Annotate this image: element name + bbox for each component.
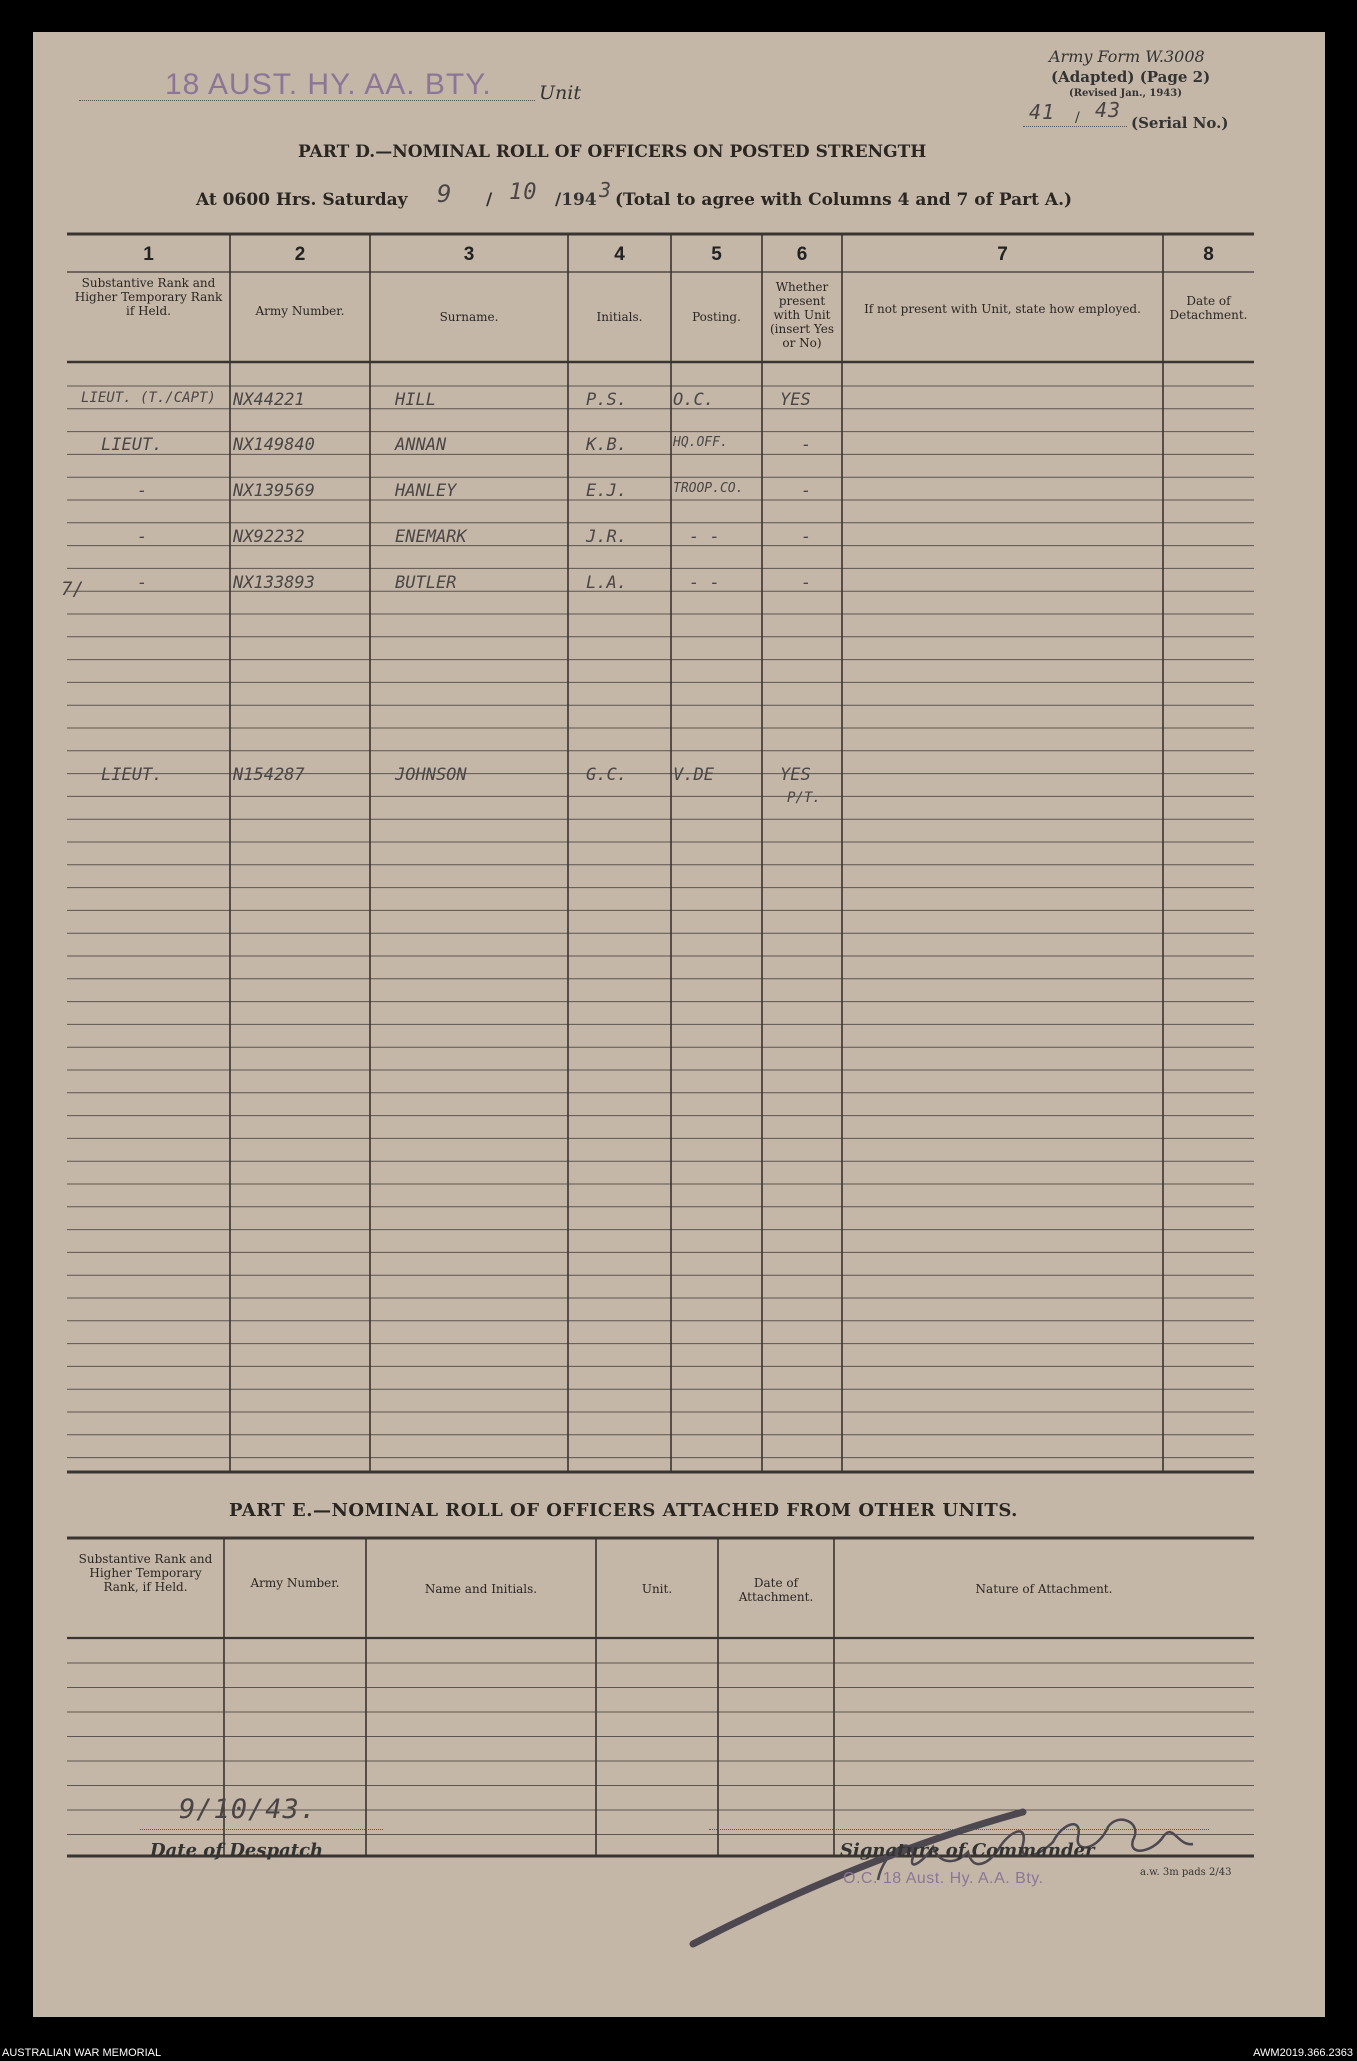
row-6-number: N154287	[233, 765, 305, 785]
column-number-8: 8	[1203, 244, 1214, 265]
despatch-label: Date of Despatch	[150, 1840, 324, 1861]
ruled-grid	[33, 32, 1325, 2017]
row-4-rank: -	[137, 527, 148, 547]
archive-credit: AUSTRALIAN WAR MEMORIAL	[2, 2047, 162, 2059]
serial-sep: /	[1075, 110, 1080, 126]
row-2-present: -	[801, 435, 812, 455]
row-1-initials: P.S.	[586, 390, 627, 410]
attach-header-5: Date of Attachment.	[738, 1576, 814, 1604]
despatch-line	[140, 1829, 383, 1830]
column-header-3: Surname.	[439, 310, 499, 324]
row-6-posting: V.DE	[673, 765, 714, 785]
form-page	[33, 32, 1325, 2017]
row-4-posting: - -	[689, 527, 720, 547]
row-2-initials: K.B.	[586, 435, 627, 455]
column-header-4: Initials.	[596, 310, 643, 324]
row-4-number: NX92232	[233, 527, 305, 547]
unit-label: Unit	[539, 82, 581, 104]
row-3-surname: HANLEY	[395, 481, 457, 501]
signature-label: Signature of Commander	[840, 1840, 1095, 1861]
row-1-present: YES	[780, 390, 811, 410]
serial-label: (Serial No.)	[1131, 114, 1229, 132]
attach-header-3: Name and Initials.	[424, 1582, 538, 1596]
row-5-number: NX133893	[233, 573, 315, 593]
part-d-title: PART D.—NOMINAL ROLL OF OFFICERS ON POSTED STRENGTH	[298, 142, 927, 162]
part-d-month: 10	[509, 180, 538, 205]
row-1-rank: LIEUT. (T./CAPT)	[81, 390, 216, 406]
part-e-title: PART E.—NOMINAL ROLL OF OFFICERS ATTACHED FROM OTHER UNITS.	[229, 1500, 1018, 1521]
column-number-7: 7	[997, 244, 1008, 265]
row-2-surname: ANNAN	[395, 435, 447, 455]
part-d-year-digit: 3	[599, 178, 613, 202]
column-number-2: 2	[294, 244, 306, 265]
row-2-posting: HQ.OFF.	[673, 435, 728, 450]
part-d-year: /194	[555, 190, 597, 210]
serial-a: 41	[1029, 100, 1056, 124]
column-number-6: 6	[796, 244, 808, 265]
row-3-number: NX139569	[233, 481, 315, 501]
row-1-number: NX44221	[233, 390, 305, 410]
attach-header-1: Substantive Rank and Higher Temporary Rank, if Held.	[78, 1552, 213, 1594]
row-5-posting: - -	[689, 573, 720, 593]
row-4-surname: ENEMARK	[395, 527, 467, 547]
attach-header-6: Nature of Attachment.	[975, 1582, 1113, 1596]
column-number-4: 4	[614, 244, 625, 265]
row-3-rank: -	[137, 481, 148, 501]
part-d-sep: /	[486, 190, 493, 210]
row-4-present: -	[801, 527, 812, 547]
column-number-3: 3	[463, 244, 475, 265]
row-6-initials: G.C.	[586, 765, 627, 785]
row-6-rank: LIEUT.	[101, 765, 163, 785]
row-5-present: -	[801, 573, 812, 593]
row-5-surname: BUTLER	[395, 573, 457, 593]
margin-mark: 7/	[61, 578, 84, 600]
signature-line	[709, 1829, 1209, 1830]
row-2-rank: LIEUT.	[101, 435, 163, 455]
archive-id: AWM2019.366.2363	[1253, 2047, 1353, 2059]
row-3-initials: E.J.	[586, 481, 627, 501]
column-header-6: Whether present with Unit (insert Yes or No)	[769, 280, 835, 350]
despatch-date: 9/10/43.	[179, 1794, 318, 1825]
column-number-5: 5	[711, 244, 722, 265]
commander-stamp: O.C. 18 Aust. Hy. A.A. Bty.	[843, 1870, 1044, 1887]
row-1-posting: O.C.	[673, 390, 714, 410]
row-6-surname: JOHNSON	[395, 765, 467, 785]
column-header-7: If not present with Unit, state how employed.	[864, 302, 1141, 316]
unit-value: 18 AUST. HY. AA. BTY.	[165, 68, 492, 101]
row-5-initials: L.A.	[586, 573, 627, 593]
column-number-1: 1	[143, 244, 154, 265]
attach-header-2: Army Number.	[250, 1576, 340, 1590]
form-revised: (Revised Jan., 1943)	[1069, 88, 1182, 99]
serial-b: 43	[1095, 98, 1122, 122]
form-adapted: (Adapted) (Page 2)	[1051, 68, 1211, 86]
row-3-present: -	[801, 481, 812, 501]
row-6-present: YES	[780, 765, 811, 785]
attach-header-4: Unit.	[641, 1582, 673, 1596]
form-number: Army Form W.3008	[1049, 47, 1205, 66]
column-header-2: Army Number.	[255, 304, 345, 318]
column-header-1: Substantive Rank and Higher Temporary Rank if Held.	[74, 276, 223, 318]
row-3-posting: TROOP.CO.	[673, 481, 744, 496]
part-d-total-note: (Total to agree with Columns 4 and 7 of Part A.)	[615, 190, 1073, 210]
part-d-day: 9	[437, 180, 453, 208]
row-1-surname: HILL	[395, 390, 436, 410]
column-header-5: Posting.	[692, 310, 741, 324]
row-5-rank: -	[137, 573, 148, 593]
row-4-initials: J.R.	[586, 527, 627, 547]
print-code: a.w. 3m pads 2/43	[1140, 1867, 1232, 1878]
row-2-number: NX149840	[233, 435, 315, 455]
part-d-at: At 0600 Hrs. Saturday	[196, 190, 408, 210]
present-note: P/T.	[787, 790, 821, 806]
column-header-8: Date of Detachment.	[1169, 294, 1248, 322]
